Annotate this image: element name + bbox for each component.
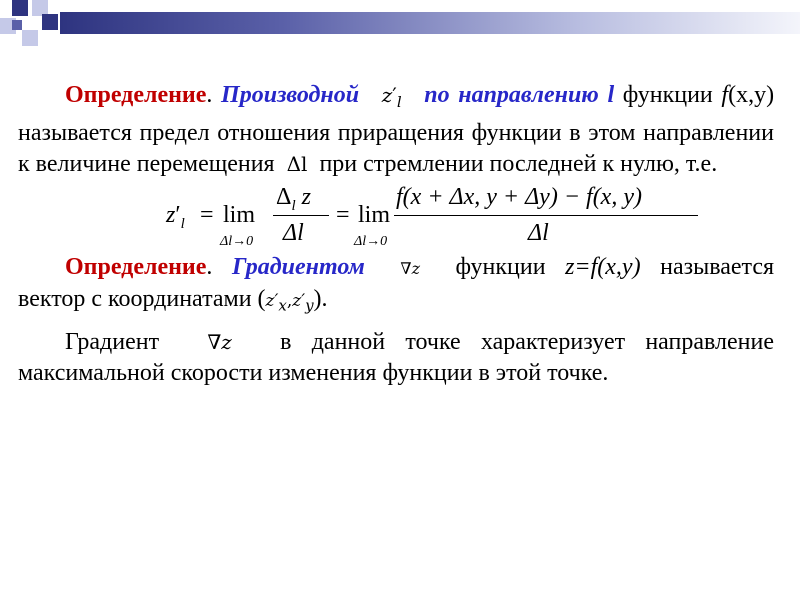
decor-square-light [22, 30, 38, 46]
function-args: (x,y) [728, 82, 775, 108]
gradient-coordinates: $(z'_x,z'_y)$. [257, 286, 328, 315]
slide-content [18, 80, 774, 389]
header-gradient-bar [60, 12, 800, 34]
limit-1-subscript: Δl→0 [220, 234, 254, 249]
decor-square-dark [12, 0, 28, 16]
term-by-direction: по направлению l [424, 82, 615, 108]
fraction-2-denominator: Δl [528, 220, 549, 246]
limit-1: lim [223, 202, 256, 228]
limit-2: lim [358, 202, 391, 228]
fraction-1-bar [273, 215, 329, 216]
fraction-2-bar [394, 215, 698, 216]
directional-derivative-formula: $z'_l$ = lim Δl→0 $\Delta_l$ z Δl = lim Δl→0 f(x + Δx, y + Δy) − f(x, y) Δl [18, 182, 774, 246]
definition-derivative: Определение. Производной $z'_l$ по направлению l функции f(x,y) называется предел отношения приращения функции в этом направлении к величине перемещения Δl при стремлении последней к нулю, т.е. [18, 82, 775, 177]
nabla-z-symbol: ∇z [207, 330, 232, 355]
nabla-z-symbol: ∇z [400, 259, 421, 278]
decor-square-dark [12, 20, 22, 30]
decor-square-dark [42, 14, 58, 30]
definition-label: Определение [65, 254, 207, 280]
function-equation: z=f(x,y) [565, 254, 641, 280]
term-gradient: Градиентом [231, 254, 365, 280]
definition-label: Определение [65, 82, 207, 108]
delta-l-symbol: Δl [286, 152, 308, 176]
fraction-1-denominator: Δl [283, 220, 304, 246]
gradient-property: Градиент ∇z в данной точке характеризует направление максимальной скорости изменения функции в этой точке. [18, 329, 775, 387]
term-derivative: Производной [221, 82, 360, 108]
formula-lhs: $z'_l$ [166, 202, 185, 232]
fraction-2-numerator: f(x + Δx, y + Δy) − f(x, y) [396, 184, 642, 210]
fraction-1-numerator: $\Delta_l$ z [276, 184, 311, 214]
limit-2-subscript: Δl→0 [354, 234, 388, 249]
definition-gradient: Определение. Градиентом ∇z функции z=f(x,y) называется вектор с координатами $(z'_x,z'_y)$. [18, 254, 775, 315]
directional-derivative-symbol: $z'_l$ [381, 83, 402, 111]
